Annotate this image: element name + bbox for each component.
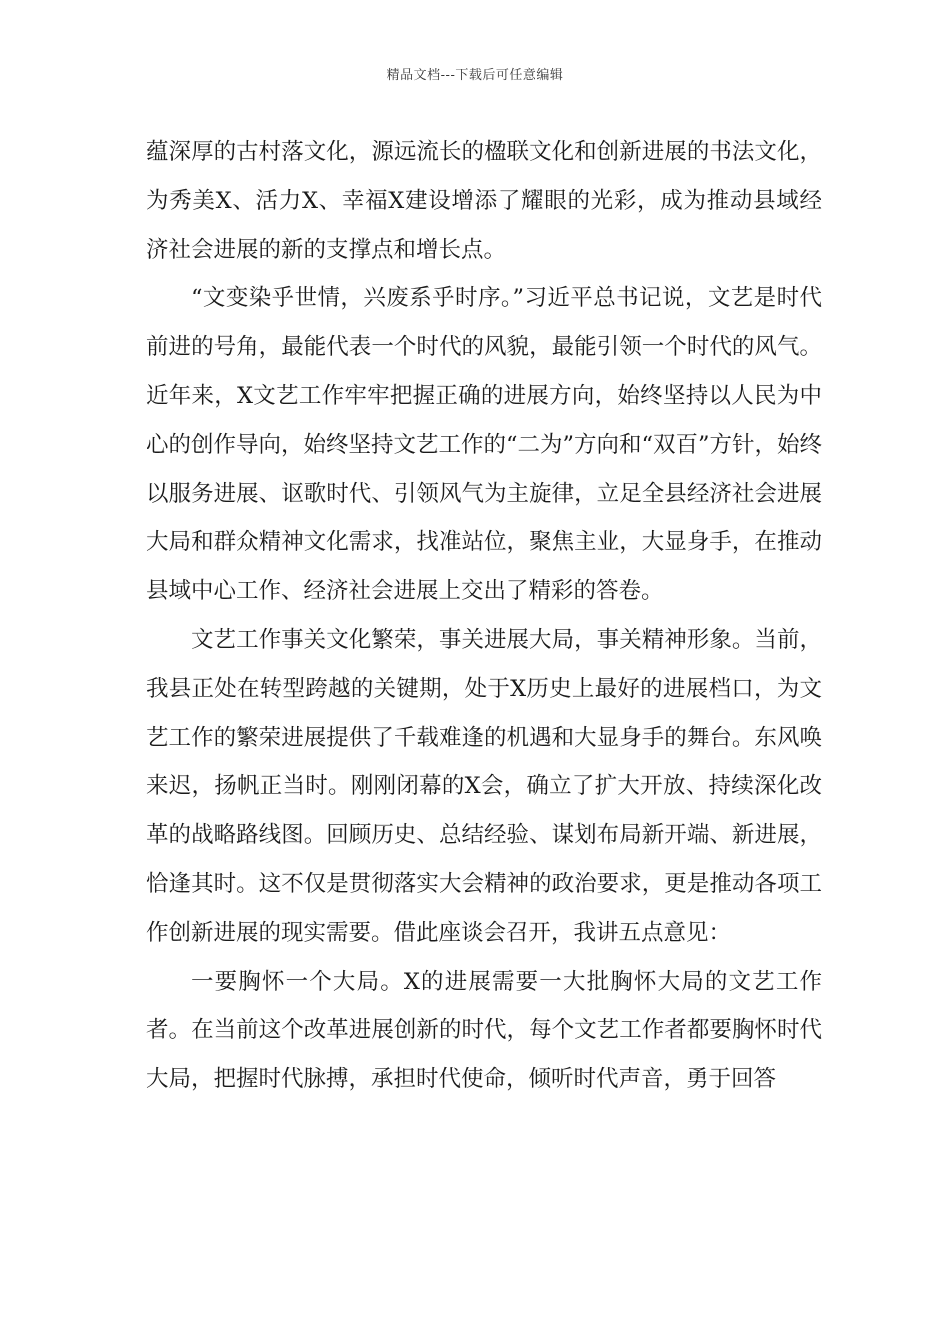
document-body [146, 128, 822, 1104]
page-header: 精品文档---下载后可任意编辑 [386, 68, 564, 83]
paragraph-1: 蕴深厚的古村落文化，源远流长的楹联文化和创新进展的书法文化，为秀美X、活力X、幸福X建设增添了耀眼的光彩，成为推动县域经济社会进展的新的支撑点和增长点。 [146, 139, 822, 263]
paragraph-2: “文变染乎世情，兴废系乎时序。”习近平总书记说，文艺是时代前进的号角，最能代表一个时代的风貌，最能引领一个时代的风气。近年来，X文艺工作牢牢把握正确的进展方向，始终坚持以人民为中心的创作导向，始终坚持文艺工作的“二为”方向和“双百”方针，始终以服务进展、讴歌时代、引领风气为主旋律，立足全县经济社会进展大局和群众精神文化需求，找准站位，聚焦主业，大显身手，在推动县域中心工作、经济社会进展上交出了精彩的答卷。 [146, 285, 823, 605]
paragraph-3: 文艺工作事关文化繁荣，事关进展大局，事关精神形象。当前，我县正处在转型跨越的关键期，处于X历史上最好的进展档口，为文艺工作的繁荣进展提供了千载难逢的机遇和大显身手的舞台。东风唤来迟，扬帆正当时。刚刚闭幕的X会，确立了扩大开放、持续深化改革的战略路线图。回顾历史、总结经验、谋划布局新开端、新进展，恰逢其时。这不仅是贯彻落实大会精神的政治要求，更是推动各项工作创新进展的现实需要。借此座谈会召开，我讲五点意见： [146, 626, 822, 946]
paragraph-4: 一要胸怀一个大局。X的进展需要一大批胸怀大局的文艺工作者。在当前这个改革进展创新的时代，每个文艺工作者都要胸怀时代大局，把握时代脉搏，承担时代使命，倾听时代声音，勇于回答 [146, 968, 822, 1093]
